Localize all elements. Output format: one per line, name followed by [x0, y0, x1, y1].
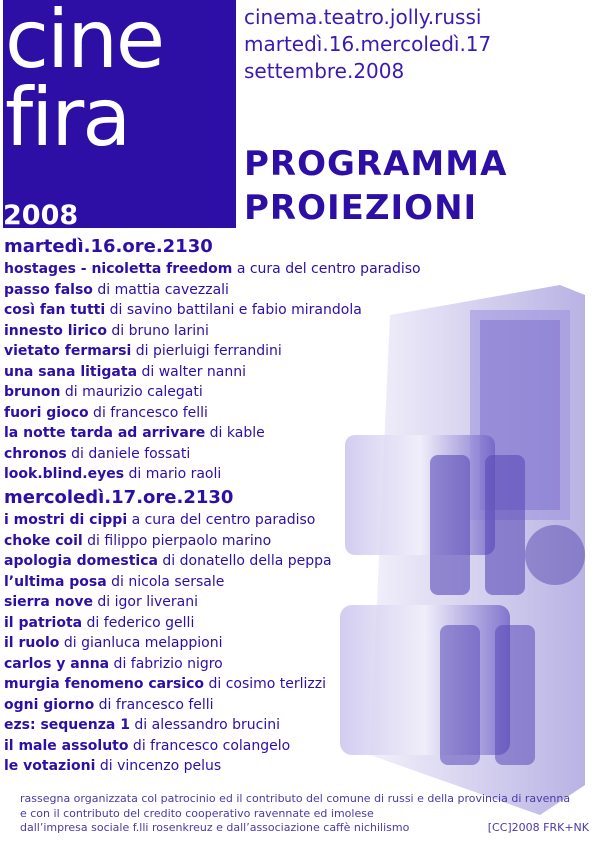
film-entry [4, 362, 421, 383]
day1-heading: martedì.16.ore.2130 [4, 236, 213, 257]
title-line-fira: fira [5, 71, 130, 164]
film-title: l’ultima posa [4, 573, 107, 590]
film-title: il male assoluto [4, 737, 129, 754]
film-entry [4, 280, 421, 301]
day2-film-list [4, 510, 332, 777]
film-entry [4, 736, 332, 757]
film-title: fuori gioco [4, 404, 89, 421]
film-entry [4, 300, 421, 321]
film-credit: di maurizio calegati [60, 384, 203, 400]
film-title: chronos [4, 445, 67, 462]
film-credit: di vincenzo pelus [95, 758, 222, 774]
film-title: vietato fermarsi [4, 343, 132, 359]
day2-heading: mercoledì.17.ore.2130 [4, 487, 234, 508]
film-title: le votazioni [4, 758, 96, 774]
film-title: così fan tutti [4, 302, 106, 318]
credits-line: rassegna organizzata col patrocinio ed il contributo del comune di russi e della provincia di ravenna [20, 792, 571, 805]
film-credit: di savino battilani e fabio mirandola [105, 302, 362, 318]
film-title: look.blind.eyes [4, 466, 125, 482]
film-entry [4, 592, 332, 613]
film-entry [4, 695, 332, 716]
film-entry [4, 551, 332, 572]
day1-film-list [4, 259, 421, 485]
film-entry [4, 403, 421, 424]
film-credit: di gianluca melappioni [59, 635, 223, 651]
film-title: ogni giorno [4, 696, 95, 713]
film-credit: di bruno larini [106, 322, 209, 339]
film-title: passo falso [4, 281, 93, 298]
copyright-notice: [CC]2008 FRK+NK [487, 821, 589, 834]
dates-line: martedì.16.mercoledì.17 [244, 32, 492, 56]
film-entry [4, 423, 421, 444]
film-credit: di francesco felli [88, 404, 208, 421]
film-credit: di francesco felli [94, 696, 214, 713]
film-credit: di federico gelli [82, 614, 195, 631]
film-title: hostages - nicoletta freedom [4, 261, 233, 277]
film-entry [4, 444, 421, 465]
festival-year: 2008 [3, 200, 79, 231]
film-title: il ruolo [4, 635, 60, 651]
film-title: apologia domestica [4, 553, 158, 569]
film-title: una sana litigata [4, 363, 138, 380]
film-credit: di nicola sersale [106, 573, 225, 590]
program-title [244, 142, 589, 230]
film-entry [4, 531, 332, 552]
film-title: sierra nove [4, 594, 93, 610]
film-credit: a cura del centro paradiso [127, 512, 316, 528]
film-entry [4, 756, 332, 777]
film-title: choke coil [4, 532, 83, 549]
program-title-line1: PROGRAMMA [244, 144, 508, 184]
film-entry [4, 510, 332, 531]
film-entry [4, 633, 332, 654]
festival-title-block [3, 0, 236, 231]
film-entry [4, 382, 421, 403]
film-credit: di igor liverani [92, 594, 198, 610]
credits-line: dall’impresa sociale f.lli rosenkreuz e dall’associazione caffè nichilismo [20, 821, 410, 834]
film-credit: di walter nanni [137, 363, 247, 380]
film-credit: di daniele fossati [66, 445, 191, 462]
venue-info [244, 4, 589, 85]
film-credit: di mattia cavezzali [92, 281, 229, 298]
film-title: brunon [4, 384, 61, 400]
film-entry [4, 464, 421, 485]
film-title: carlos y anna [4, 655, 110, 672]
venue-line: cinema.teatro.jolly.russi [244, 5, 482, 29]
film-entry [4, 259, 421, 280]
film-credit: a cura del centro paradiso [232, 261, 421, 277]
film-credit: di pierluigi ferrandini [131, 343, 282, 359]
film-credit: di donatello della peppa [157, 553, 332, 569]
film-entry [4, 341, 421, 362]
film-credit: di francesco colangelo [128, 737, 291, 754]
film-title: la notte tarda ad arrivare [4, 425, 206, 441]
film-credit: di mario raoli [124, 466, 222, 482]
month-line: settembre.2008 [244, 59, 405, 83]
film-entry [4, 715, 332, 736]
film-entry [4, 654, 332, 675]
credits-line: e con il contributo del credito cooperativo ravennate ed imolese [20, 806, 374, 820]
film-title: i mostri di cippi [4, 512, 128, 528]
film-entry [4, 613, 332, 634]
film-entry [4, 572, 332, 593]
film-credit: di fabrizio nigro [109, 655, 223, 672]
film-credit: di kable [205, 425, 265, 441]
film-credit: di alessandro brucini [129, 717, 280, 733]
film-title: ezs: sequenza 1 [4, 717, 130, 733]
film-title: innesto lirico [4, 322, 107, 339]
title-line-cine: cine [5, 0, 164, 86]
film-credit: di filippo pierpaolo marino [82, 532, 272, 549]
film-entry [4, 674, 332, 695]
film-title: il patriota [4, 614, 83, 631]
film-entry [4, 321, 421, 342]
film-title: murgia fenomeno carsico [4, 676, 205, 692]
film-credit: di cosimo terlizzi [204, 676, 327, 692]
program-title-line2: PROIEZIONI [244, 188, 478, 228]
